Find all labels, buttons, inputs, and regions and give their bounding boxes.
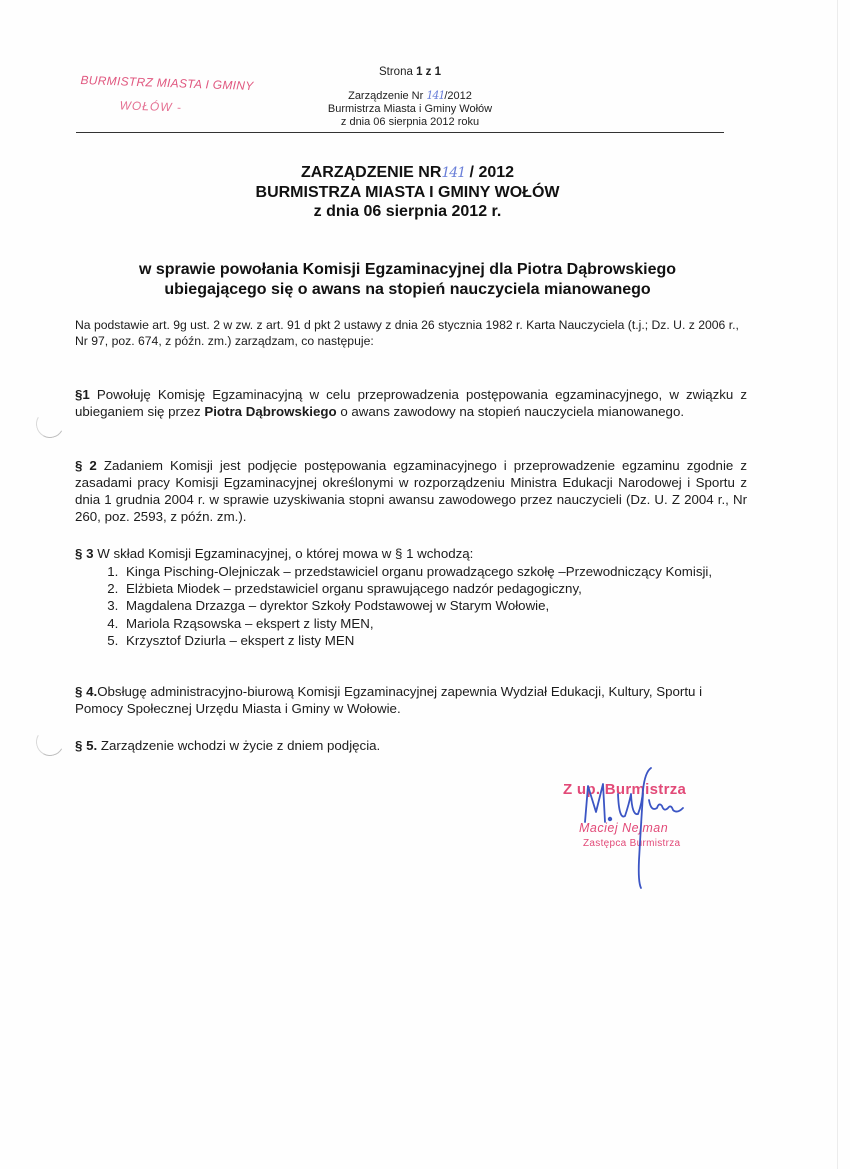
header-meta [300, 89, 520, 129]
page-indicator: Strona 1 z 1 [378, 66, 442, 78]
list-item: 2. Elżbieta Miodek – przedstawiciel organu sprawującego nadzór pedagogiczny, [122, 580, 747, 597]
header-order-number: Zarządzenie Nr 141/2012 [348, 89, 472, 102]
title-line1: ZARZĄDZENIE NR141 / 2012 [300, 164, 515, 181]
signature-block [563, 778, 733, 908]
office-stamp-line1: BURMISTRZ MIASTA I GMINY [80, 72, 254, 94]
list-item: 4. Mariola Rząsowska – ekspert z listy MEN, [122, 615, 747, 632]
committee-members-list [75, 563, 747, 649]
section-2: § 2 Zadaniem Komisji jest podjęcie postępowania egzaminacyjnego i przeprowadzenie egzaminu zgodnie z zasadami pracy Komisji Egzaminacyjnej określonymi w rozporządzeniu Ministra Edukacji Narodowej i Sportu z dnia 1 grudnia 2004 r. w sprawie uzyskiwania stopni awansu zawodowego przez nauczycieli (Dz. U. Z 2004 r., Nr 260, poz. 2593, z późn. zm.). [75, 458, 747, 524]
title-line2: BURMISTRZA MIASTA I GMINY WOŁÓW [255, 184, 560, 201]
section-3: § 3 W skład Komisji Egzaminacyjnej, o której mowa w § 1 wchodzą: 1. Kinga Pisching-Olejniczak – przedstawiciel organu prowadzącego szkołę –Przewodniczący Komisji, 2. Elżbieta Miodek – przedstawiciel organu sprawującego nadzór pedagogiczny, 3. Magdalena Drzazga – dyrektor Szkoły Podstawowej w Starym Wołowie, 4. Mariola Rząsowska – ekspert z listy MEN, 5. Krzysztof Dziurla – ekspert z listy MEN [75, 545, 747, 649]
punch-hole-mark [33, 407, 67, 441]
page-total: 1 [434, 66, 442, 78]
signature-stamp-role: Zastępca Burmistrza [583, 838, 681, 849]
section-1: §1 Powołuję Komisję Egzaminacyjną w celu przeprowadzenia postępowania egzaminacyjnego, w związku z ubieganiem się przez Piotra Dąbrowskiego o awans zawodowy na stopień nauczyciela mianowanego. [75, 387, 747, 419]
section-4: § 4.Obsługę administracyjno-biurową Komisji Egzaminacyjnej zapewnia Wydział Edukacji, Kultury, Sportu i Pomocy Społecznej Urzędu Miasta i Gminy w Wołowie. [75, 684, 703, 716]
page-edge-shadow [837, 0, 838, 1169]
header-issuer: Burmistrza Miasta i Gminy Wołów [327, 103, 493, 115]
punch-hole-mark [33, 725, 67, 759]
section-mark: §1 [75, 387, 90, 402]
signature-stamp-name: Maciej Nejman [579, 821, 669, 835]
candidate-name: Piotra Dąbrowskiego [204, 404, 337, 419]
section-mark: § 3 [75, 546, 94, 561]
legal-basis: Na podstawie art. 9g ust. 2 w zw. z art. 91 d pkt 2 ustawy z dnia 26 stycznia 1982 r. Karta Nauczyciela (t.j.; Dz. U. z 2006 r., Nr 97, poz. 674, z późn. zm.) zarządzam, co następuje: [75, 318, 739, 348]
header-divider [76, 132, 724, 133]
document-title [0, 163, 815, 221]
list-item: 1. Kinga Pisching-Olejniczak – przedstawiciel organu prowadzącego szkołę –Przewodniczący Komisji, [122, 563, 747, 580]
signature-stamp-line1: Z up. Burmistrza [563, 781, 687, 798]
office-stamp-line2: WOŁÓW - [119, 98, 183, 115]
list-item: 3. Magdalena Drzazga – dyrektor Szkoły Podstawowej w Starym Wołowie, [122, 597, 747, 614]
header-date: z dnia 06 sierpnia 2012 roku [340, 116, 480, 128]
title-line3: z dnia 06 sierpnia 2012 r. [313, 203, 502, 220]
handwritten-number: 141 [426, 89, 445, 102]
page-current: 1 [416, 66, 423, 78]
document-subject: w sprawie powołania Komisji Egzaminacyjnej dla Piotra Dąbrowskiego ubiegającego się o awans na stopień nauczyciela mianowanego [138, 261, 677, 298]
section-mark: § 2 [75, 458, 97, 473]
handwritten-signature-icon [563, 764, 733, 904]
office-stamp [79, 73, 253, 117]
list-item: 5. Krzysztof Dziurla – ekspert z listy MEN [122, 632, 747, 649]
section-mark: § 4. [75, 684, 98, 699]
handwritten-number: 141 [441, 165, 466, 181]
section-5: § 5. Zarządzenie wchodzi w życie z dniem podjęcia. [75, 738, 381, 753]
section-mark: § 5. [75, 738, 98, 753]
